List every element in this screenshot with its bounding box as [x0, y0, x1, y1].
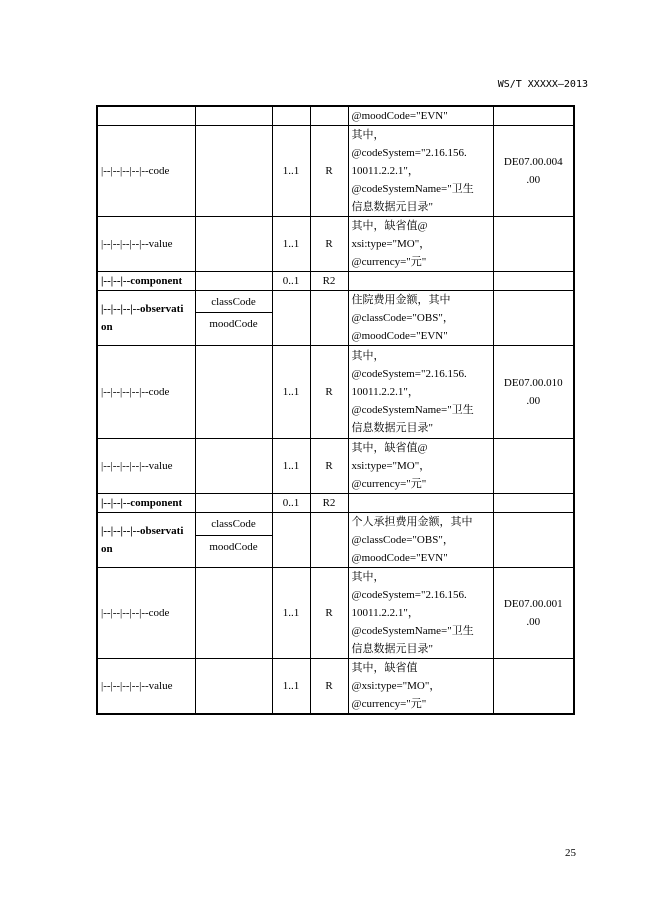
cardinality-cell: 0..1 [272, 494, 310, 513]
attr-cell [195, 568, 272, 659]
description-line: 其中，缺省值@ [351, 442, 428, 454]
conformance-cell: R [310, 126, 348, 217]
description-line: @codeSystemName="卫生 [351, 404, 474, 416]
description-line: 其中， [351, 350, 385, 362]
page-number: 25 [565, 847, 576, 859]
cardinality-cell: 1..1 [272, 217, 310, 272]
description-line: 其中， [351, 129, 385, 141]
conformance-cell: R [310, 346, 348, 439]
attr-cell: moodCode [195, 535, 272, 567]
description-line: 10011.2.2.1"， [351, 386, 419, 398]
description-cell [348, 291, 493, 346]
conformance-cell: R [310, 217, 348, 272]
description-line: 住院费用金额，其中 [351, 294, 451, 306]
data-element-cell [493, 346, 574, 439]
attr-cell [195, 106, 272, 126]
conformance-cell [310, 106, 348, 126]
description-cell [348, 439, 493, 494]
attr-cell [195, 439, 272, 494]
cardinality-cell [272, 106, 310, 126]
table-row [97, 291, 574, 313]
cardinality-cell [272, 291, 310, 346]
table-row [97, 217, 574, 272]
description-line: @moodCode="EVN" [351, 110, 448, 122]
conformance-cell [310, 513, 348, 568]
description-line: @codeSystem="2.16.156. [351, 589, 467, 601]
table-row [97, 272, 574, 291]
table-row [97, 568, 574, 659]
attr-cell [195, 272, 272, 291]
description-line: @moodCode="EVN" [351, 330, 448, 342]
data-element-cell [493, 513, 574, 568]
data-element-cell [493, 568, 574, 659]
data-element-cell [493, 217, 574, 272]
conformance-cell: R2 [310, 494, 348, 513]
attr-cell [195, 659, 272, 715]
description-line: @codeSystem="2.16.156. [351, 147, 467, 159]
path-cell [97, 106, 195, 126]
attr-cell [195, 217, 272, 272]
conformance-cell: R [310, 568, 348, 659]
cardinality-cell: 1..1 [272, 568, 310, 659]
description-cell [348, 513, 493, 568]
data-element-line: DE07.00.001 [503, 598, 563, 610]
data-element-line: DE07.00.004 [503, 156, 563, 168]
description-line: 10011.2.2.1"， [351, 607, 419, 619]
data-element-cell [493, 106, 574, 126]
data-element-line: .00 [526, 395, 541, 407]
data-element-cell [493, 439, 574, 494]
cardinality-cell: 1..1 [272, 659, 310, 715]
conformance-cell [310, 291, 348, 346]
description-line: 信息数据元目录" [351, 643, 433, 655]
table-row [97, 659, 574, 715]
attr-cell: classCode [195, 291, 272, 313]
attr-cell: moodCode [195, 313, 272, 346]
description-line: xsi:type="MO"， [351, 238, 431, 250]
description-line: @codeSystemName="卫生 [351, 183, 474, 195]
description-cell [348, 346, 493, 439]
description-line: xsi:type="MO"， [351, 460, 431, 472]
description-line: 其中，缺省值@ [351, 220, 428, 232]
data-element-line: .00 [526, 174, 541, 186]
description-line: 10011.2.2.1"， [351, 165, 419, 177]
attr-cell [195, 494, 272, 513]
conformance-cell: R [310, 439, 348, 494]
description-cell [348, 494, 493, 513]
data-element-line: DE07.00.010 [503, 377, 563, 389]
path-cell: |--|--|--component [97, 494, 195, 513]
description-cell [348, 126, 493, 217]
description-line: @moodCode="EVN" [351, 552, 448, 564]
path-cell: |--|--|--|--observati on [97, 513, 195, 568]
description-line: @xsi:type="MO"， [351, 680, 441, 692]
description-line: @classCode="OBS"， [351, 534, 454, 546]
data-element-cell [493, 659, 574, 715]
cardinality-cell: 1..1 [272, 346, 310, 439]
conformance-cell: R2 [310, 272, 348, 291]
description-line: 信息数据元目录" [351, 201, 433, 213]
description-line: @codeSystem="2.16.156. [351, 368, 467, 380]
description-line: @currency="元" [351, 698, 427, 710]
description-line: @currency="元" [351, 256, 427, 268]
spec-table [96, 105, 575, 715]
data-element-cell [493, 494, 574, 513]
conformance-cell: R [310, 659, 348, 715]
description-cell [348, 217, 493, 272]
description-cell [348, 568, 493, 659]
description-cell [348, 106, 493, 126]
description-line: @currency="元" [351, 478, 427, 490]
attr-cell [195, 126, 272, 217]
cardinality-cell: 1..1 [272, 126, 310, 217]
page-header: WS/T XXXXX—2013 [497, 79, 588, 90]
cardinality-cell [272, 513, 310, 568]
table-row [97, 513, 574, 536]
path-cell: |--|--|--|--|--value [97, 217, 195, 272]
cardinality-cell: 1..1 [272, 439, 310, 494]
data-element-cell [493, 126, 574, 217]
description-line: 信息数据元目录" [351, 422, 433, 434]
attr-cell: classCode [195, 513, 272, 536]
description-line: @classCode="OBS"， [351, 312, 454, 324]
path-cell: |--|--|--|--|--code [97, 126, 195, 217]
path-cell: |--|--|--|--|--code [97, 346, 195, 439]
description-line: 其中，缺省值 [351, 662, 418, 674]
path-cell: |--|--|--|--observati on [97, 291, 195, 346]
description-line: @codeSystemName="卫生 [351, 625, 474, 637]
table-row [97, 126, 574, 217]
description-cell [348, 659, 493, 715]
table-row [97, 439, 574, 494]
cardinality-cell: 0..1 [272, 272, 310, 291]
path-cell: |--|--|--|--|--value [97, 439, 195, 494]
table-row [97, 494, 574, 513]
table-row [97, 106, 574, 126]
data-element-cell [493, 272, 574, 291]
attr-cell [195, 346, 272, 439]
data-element-line: .00 [526, 616, 541, 628]
description-cell [348, 272, 493, 291]
path-cell: |--|--|--component [97, 272, 195, 291]
path-cell: |--|--|--|--|--code [97, 568, 195, 659]
table-row [97, 346, 574, 439]
data-element-cell [493, 291, 574, 346]
path-cell: |--|--|--|--|--value [97, 659, 195, 715]
description-line: 个人承担费用金额，其中 [351, 516, 473, 528]
description-line: 其中， [351, 571, 385, 583]
